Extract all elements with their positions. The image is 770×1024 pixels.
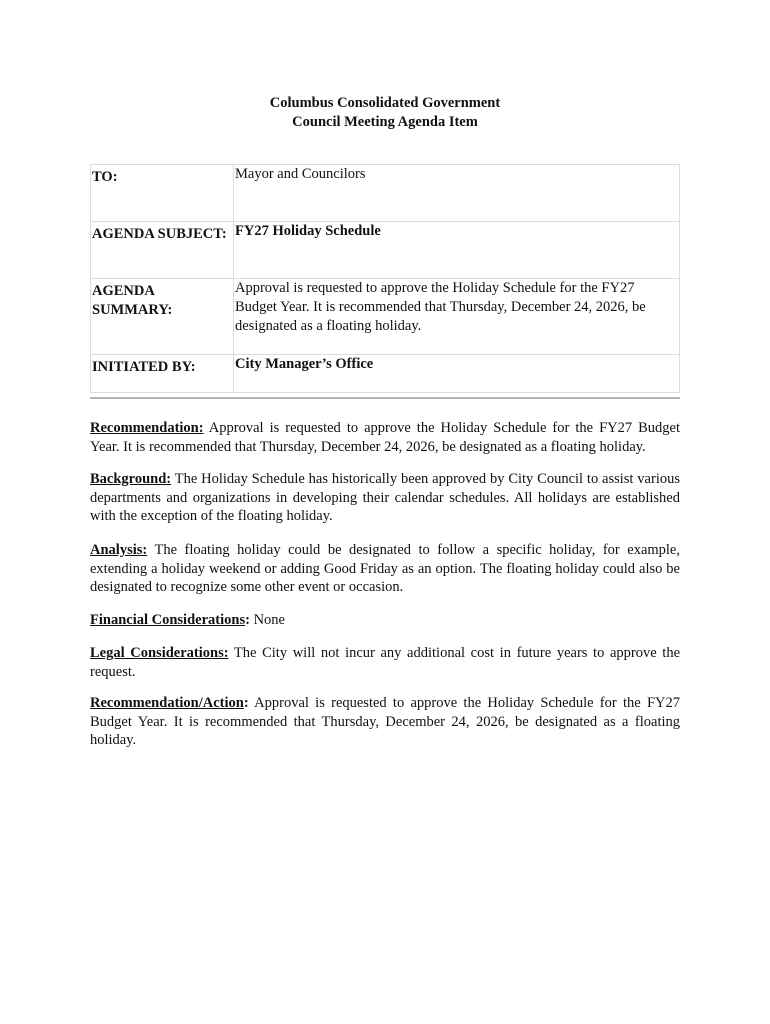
- legal-heading: Legal Considerations:: [90, 645, 229, 661]
- legal-text: The City will not incur any additional cost in future years to approve the request.: [90, 645, 681, 680]
- background-heading: Background:: [90, 471, 172, 487]
- document-title: Council Meeting Agenda Item: [292, 114, 478, 130]
- recommendation-action-colon: :: [243, 695, 249, 711]
- analysis-section: [90, 541, 680, 597]
- initiated-by-value: City Manager’s Office: [234, 355, 680, 393]
- to-label: TO:: [91, 165, 234, 222]
- recommendation-text: Approval is requested to approve the Holiday Schedule for the FY27 Budget Year. It is recommended that Thursday, December 24, 2026, be designated as a floating holiday.: [90, 420, 680, 455]
- recommendation-action-text: Approval is requested to approve the Holiday Schedule for the FY27 Budget Year. It is recommended that Thursday, December 24, 2026, be designated as a floating holiday.: [90, 695, 680, 748]
- agenda-summary-value: Approval is requested to approve the Holiday Schedule for the FY27 Budget Year. It is recommended that Thursday, December 24, 2026, be designated as a floating holiday.: [234, 279, 680, 355]
- analysis-heading: Analysis:: [90, 542, 148, 558]
- table-row: [91, 222, 680, 279]
- financial-heading: Financial Considerations: [90, 612, 246, 628]
- agenda-info-table: [90, 164, 680, 393]
- initiated-by-label: INITIATED BY:: [91, 355, 234, 393]
- document-header: [0, 94, 770, 132]
- legal-section: [90, 644, 680, 681]
- recommendation-action-section: [90, 694, 680, 750]
- agenda-subject-value: FY27 Holiday Schedule: [234, 222, 680, 279]
- financial-section: [90, 611, 680, 630]
- recommendation-section: [90, 419, 680, 456]
- to-value: Mayor and Councilors: [234, 165, 680, 222]
- agenda-subject-label: AGENDA SUBJECT:: [91, 222, 234, 279]
- agenda-summary-label: AGENDA SUMMARY:: [91, 279, 234, 355]
- financial-colon: :: [245, 612, 250, 628]
- analysis-text: The floating holiday could be designated to follow a specific holiday, for example, extending a holiday weekend or adding Good Friday as an option. The floating holiday could also be designated to recognize some other event or occasion.: [90, 542, 680, 595]
- table-row: [91, 355, 680, 393]
- background-text: The Holiday Schedule has historically been approved by City Council to assist various departments and organizations in developing their calendar schedules. All holidays are established with the exception of the floating holiday.: [90, 471, 680, 524]
- recommendation-heading: Recommendation:: [90, 420, 204, 436]
- government-name: Columbus Consolidated Government: [269, 95, 501, 111]
- background-section: [90, 470, 680, 526]
- section-divider: [90, 397, 680, 399]
- table-row: [91, 279, 680, 355]
- recommendation-action-heading: Recommendation/Action: [90, 695, 244, 711]
- financial-text: None: [249, 612, 285, 628]
- table-row: [91, 165, 680, 222]
